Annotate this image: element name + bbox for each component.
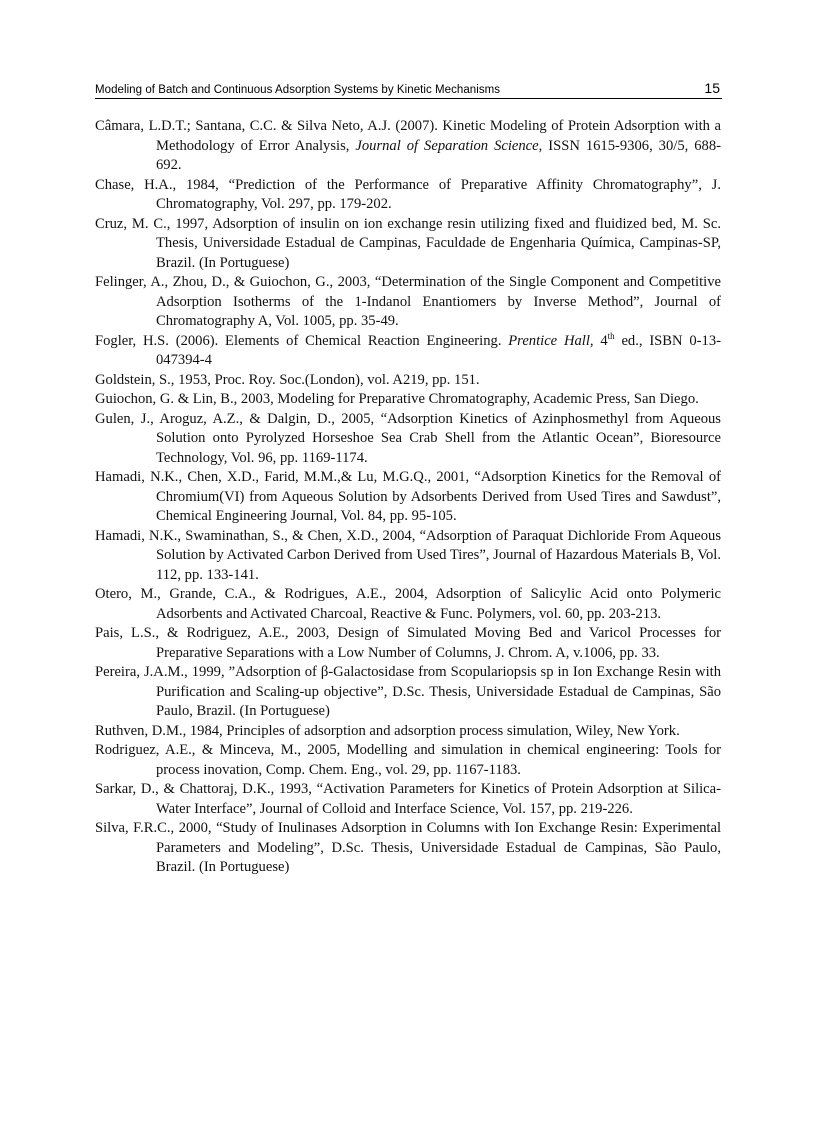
reference-italic-text: Prentice Hall, (508, 332, 594, 349)
reference-entry (95, 390, 721, 410)
reference-text: Otero, M., Grande, C.A., & Rodrigues, A.E., 2004, Adsorption of Salicylic Acid onto Polymeric Adsorbents and Activated Charcoal, Reactive & Func. Polymers, vol. 60, pp. 203-213. (95, 586, 721, 622)
reference-text: Gulen, J., Aroguz, A.Z., & Dalgin, D., 2005, “Adsorption Kinetics of Azinphosmethyl from Aqueous Solution onto Pyrolyzed Horseshoe Sea Crab Shell from the Atlantic Ocean”, Bioresource Technology, Vol. 96, pp. 1169-1174. (95, 410, 721, 466)
running-title: Modeling of Batch and Continuous Adsorption Systems by Kinetic Mechanisms (95, 84, 501, 96)
reference-italic-text: Journal of Separation Science (355, 137, 539, 154)
reference-superscript: th (607, 330, 615, 341)
reference-entry (95, 624, 721, 663)
reference-text: Guiochon, G. & Lin, B., 2003, Modeling for Preparative Chromatography, Academic Press, San Diego. (95, 391, 699, 407)
reference-entry (95, 468, 721, 527)
reference-text: Sarkar, D., & Chattoraj, D.K., 1993, “Activation Parameters for Kinetics of Protein Adsorption at Silica-Water Interface”, Journal of Colloid and Interface Science, Vol. 157, pp. 219-226. (95, 781, 721, 817)
reference-text: Câmara, L.D.T.; Santana, C.C. & Silva Neto, A.J. (2007). Kinetic Modeling of Protein Adsorption with a Methodology of Error Analysis, (95, 118, 721, 154)
running-header (95, 79, 722, 99)
reference-text: Chase, H.A., 1984, “Prediction of the Performance of Preparative Affinity Chromatography”, J. Chromatography, Vol. 297, pp. 179-202. (95, 176, 721, 212)
reference-text: Silva, F.R.C., 2000, “Study of Inulinases Adsorption in Columns with Ion Exchange Resin: Experimental Parameters and Modeling”, D.Sc. Thesis, Universidade Estadual de Campinas, São Paulo, Brazil. (In Portuguese) (95, 820, 721, 875)
reference-entry (95, 371, 721, 391)
reference-entry (95, 215, 721, 274)
reference-text: Felinger, A., Zhou, D., & Guiochon, G., 2003, “Determination of the Single Component and Competitive Adsorption Isotherms of the 1-Indanol Enantiomers by Inverse Method”, Journal of Chromatography A, Vol. 1005, pp. 35-49. (95, 274, 721, 329)
reference-text: 4 (593, 332, 608, 349)
reference-entry (95, 176, 721, 215)
reference-entry (95, 585, 721, 624)
reference-text: Pereira, J.A.M., 1999, ”Adsorption of β-Galactosidase from Scopulariopsis sp in Ion Exchange Resin with Purification and Scaling-up objective”, D.Sc. Thesis, Universidade Estadual de Campinas, São Paulo, Brazil. (In Portuguese) (95, 664, 721, 719)
reference-text: Hamadi, N.K., Chen, X.D., Farid, M.M.,& Lu, M.G.Q., 2001, “Adsorption Kinetics for the Removal of Chromium(VI) from Aqueous Solution by Adsorbents Derived from Used Tires and Sawdust”, Chemical Engineering Journal, Vol. 84, pp. 95-105. (95, 469, 721, 524)
reference-entry (95, 332, 721, 371)
page-number: 15 (704, 80, 720, 96)
reference-list (95, 117, 721, 878)
reference-text: Fogler, H.S. (2006). Elements of Chemical Reaction Engineering. (95, 332, 509, 349)
reference-entry (95, 273, 721, 332)
reference-text: ed., ISBN 0-13-047394-4 (156, 332, 721, 368)
reference-text: Hamadi, N.K., Swaminathan, S., & Chen, X.D., 2004, “Adsorption of Paraquat Dichloride From Aqueous Solution by Activated Carbon Derived from Used Tires”, Journal of Hazardous Materials B, Vol. 112, pp. 133-141. (95, 527, 721, 583)
reference-entry (95, 819, 721, 878)
reference-entry (95, 722, 721, 742)
reference-entry (95, 117, 721, 176)
reference-text: Pais, L.S., & Rodriguez, A.E., 2003, Design of Simulated Moving Bed and Varicol Processes for Preparative Separations with a Low Number of Columns, J. Chrom. A, v.1006, pp. 33. (95, 625, 721, 661)
reference-entry (95, 780, 721, 819)
reference-text: Goldstein, S., 1953, Proc. Roy. Soc.(London), vol. A219, pp. 151. (95, 371, 480, 388)
reference-entry (95, 410, 721, 469)
reference-entry (95, 663, 721, 722)
reference-text: Cruz, M. C., 1997, Adsorption of insulin on ion exchange resin utilizing fixed and fluidized bed, M. Sc. Thesis, Universidade Estadual de Campinas, Faculdade de Engenharia Química, Campinas-SP, Brazil. (In Portuguese) (95, 215, 721, 271)
reference-text: Ruthven, D.M., 1984, Principles of adsorption and adsorption process simulation, Wiley, New York. (95, 722, 680, 739)
reference-text: Rodriguez, A.E., & Minceva, M., 2005, Modelling and simulation in chemical engineering: Tools for process inovation, Comp. Chem. Eng., vol. 29, pp. 1167-1183. (95, 742, 721, 778)
reference-entry (95, 741, 721, 780)
reference-entry (95, 527, 721, 586)
reference-text: , ISSN 1615-9306, 30/5, 688-692. (156, 137, 721, 173)
